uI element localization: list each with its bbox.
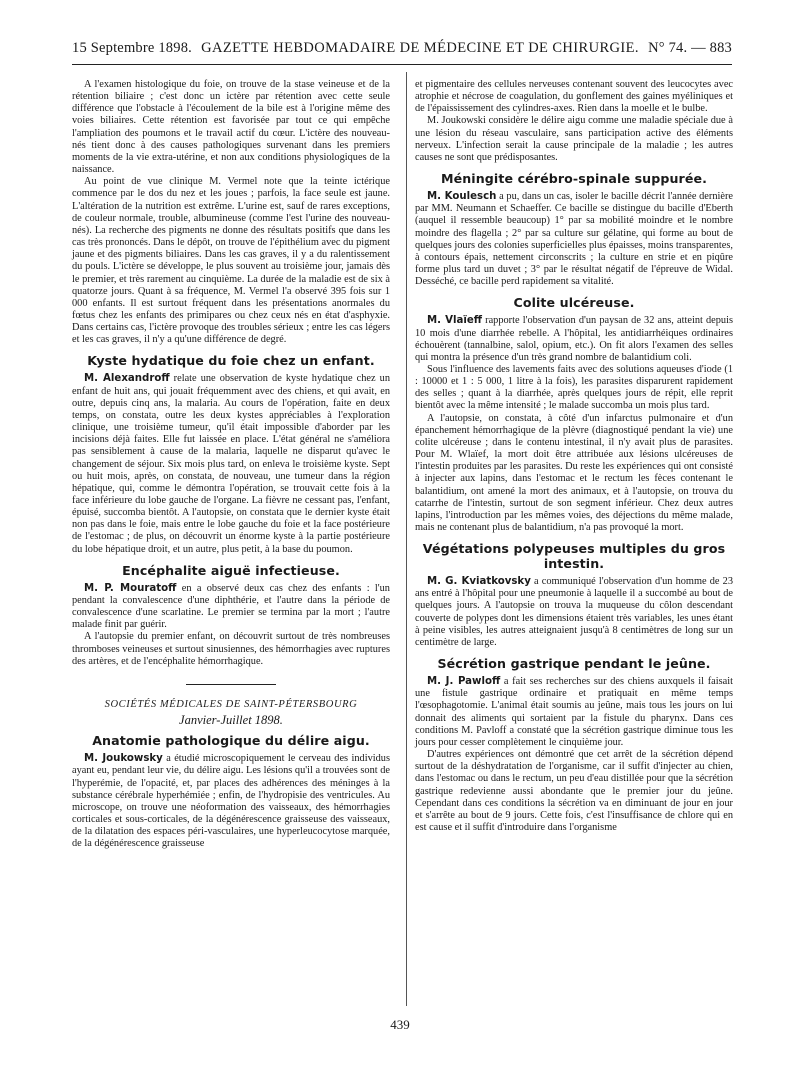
society-date: Janvier-Juillet 1898. <box>179 713 283 728</box>
journal-title: GAZETTE HEBDOMADAIRE DE MÉDECINE ET DE CHIRURGIE. <box>201 40 639 56</box>
issue-page-number: N° 74. — 883 <box>648 40 732 56</box>
header-date: 15 Septembre 1898. <box>72 40 192 56</box>
author-name: M. Koulesch <box>427 191 497 203</box>
paragraph <box>72 753 390 850</box>
paragraph <box>415 676 733 749</box>
paragraph <box>415 315 733 364</box>
society-title: SOCIÉTÉS MÉDICALES DE SAINT-PÉTERSBOURG <box>104 698 358 710</box>
paragraph-text: relate une observation de kyste hydatique chez un enfant de huit ans, qui jouait fréquemment avec des chiens, et qui avait, en outre, depuis cinq ans, la malaria. Au cours de l'opération, faite en deux temps, on constata, outre les deux kystes appréciables à l'exploration clinique, une troisième tumeur, qu'il était impossible d'aborder par les incisions déjà faites. Elle fut laissée en place. L'état général ne s'améliora pas sensiblement à cause de la malaria, laquelle ne disparut qu'avec le changement de séjour. Six mois plus tard, on enleva le troisième kyste. Sept ou huit mois, après, on constata, de nouveau, une tumeur dans la région hépatique, qui, comme le démontra l'opération, se trouvait cette fois à la face inférieure du lobe gauche de l'organe. La fièvre ne cessant pas, l'enfant, épuisé, succomba bientôt. A l'autopsie, on constata que le dernier kyste était non pas dans le foie, mais entre le lobe gauche du foie et la face postérieure de l'estomac ; de plus, on découvrit un énorme kyste à la partie postérieure du lobe hépatique droit, et un autre, plus petit, à la base du poumon. <box>72 373 390 555</box>
section-heading-colite: Colite ulcéreuse. <box>513 295 635 311</box>
paragraph-text: rapporte l'observation d'un paysan de 32 ans, atteint depuis 10 mois d'une diarrhée rebelle. A l'hôpital, les antidiarrhéiques ordinaires échouèrent (tannalbine, salol, opium, etc.). On fit alors l'examen des selles qui montra la présence d'un très grand nombre de balantidium coli. <box>415 315 733 363</box>
folio-number: 439 <box>390 1017 410 1032</box>
header-rule <box>72 64 732 65</box>
section-heading-secretion: Sécrétion gastrique pendant le jeûne. <box>437 656 711 672</box>
author-name: M. G. Kviatkovsky <box>427 576 531 588</box>
section-divider <box>186 684 276 685</box>
section-heading-kyste: Kyste hydatique du foie chez un enfant. <box>87 353 375 369</box>
paragraph-text: a fait ses recherches sur des chiens auxquels il faisait une fistule gastrique ordinaire et pratiquait en même temps l'œsophagotomie. L'animal était soumis au jeûne, mais tous les jours on lui donnait des aliments qui sortaient par la fistule du pharynx. Dans ces conditions M. Pavloff a constaté que la sécrétion gastrique diminue tous les jours pour cesser complètement le cinquième jour. <box>415 676 734 748</box>
section-heading-encephalite: Encéphalite aiguë infectieuse. <box>122 562 340 578</box>
paragraph: A l'autopsie, on constata, à côté d'un infarctus pulmonaire et d'un épanchement hémorrhagique de la plèvre (diagnostiqué pendant la vie) une colite ulcéreuse ; dans le contenu intestinal, il n'y avait plus de parasites. Pour M. Wlaïef, la mort doit être attribuée aux lésions ulcéreuses de l'intestin produites par les parasites. Du reste les expériences qui ont consisté à injecter aux lapins, dans l'estomac et le rectum les fèces contenant le balantidium, ont amené la mort des animaux, et à l'autopsie, on trouva du catarrhe de l'intestin, surtout de son segment inférieur. Chez deux autres lapins, l'introduction par les mêmes voies, des déjections du même malade, mais ne contenant plus de balantidium, n'a pas provoqué la mort. <box>415 412 733 533</box>
paragraph: Au point de vue clinique M. Vermel note que la teinte ictérique commence par le dos du nez et les joues ; parfois, la face seule est jaune. L'altération de la nutrition est extrême. L'urine est, sauf de rares exceptions, de couleur normale, trouble, albumineuse (comme l'est l'urine des nouveau-nés). La recherche des pigments ne donne des résultats positifs que dans les cas très prononcés. Dans le dépôt, on trouve de l'épithélium avec du pigment jaune et des pigments biliaires. Dans les cas graves, il y a du ralentissement du pouls. L'ictère se développe, le plus souvent au troisième jour, jamais dès le premier, et très rarement au cinquième. La durée de la maladie est de six à quatorze jours. Quant à sa fréquence, M. Vermel l'a observé 395 fois sur 1 000 enfants. Il est surtout fréquent dans les présentations anormales du fœtus chez les enfants des primipares ou chez ceux nés en état d'asphyxie. Dans certains cas, l'ictère provoque des troubles sérieux ; entre les cas légers et les cas graves, il n'y a qu'une différence de degré. <box>72 176 390 346</box>
paragraph <box>72 583 390 632</box>
paragraph-text: a pu, dans un cas, isoler le bacille décrit l'année dernière par MM. Neumann et Schaeffer. Ce bacille se distingue du bacille d'Eberth (auquel il ressemble beaucoup) 1° par sa mobilité moindre et le nombre moindre des flagella ; 2° par sa culture sur gélatine, qui forme au bout de quelques jours des colonies superficielles plus épaisses, moins transparentes, à contours épais, nettement circonscrits ; la culture en strie et en piqûre forme plus tard un duvet ; 3° par le résultat négatif de l'épreuve de Widal. Desséché, ce bacille perd rapidement sa vitalité. <box>415 191 734 288</box>
author-name: M. Joukowsky <box>84 753 163 765</box>
running-head <box>72 40 732 57</box>
column-divider <box>406 72 407 1006</box>
paragraph: A l'autopsie du premier enfant, on découvrit surtout de très nombreuses thromboses veineuses et surtout sinusiennes, des hémorrhagies avec ruptures des artères, et de l'encéphalite hémorrhagique. <box>72 631 390 667</box>
heading-line: intestin. <box>543 556 605 572</box>
right-column <box>415 79 733 834</box>
paragraph <box>415 191 733 288</box>
section-heading-meningite: Méningite cérébro-spinale suppurée. <box>440 171 708 187</box>
paragraph <box>72 373 390 555</box>
paragraph: D'autres expériences ont démontré que cet arrêt de la sécrétion dépend surtout de la déshydratation de l'organisme, car il suffit d'injecter au chien, dans l'estomac ou dans le rectum, un peu d'eau distillée pour que la sécrétion gastrique redevienne aussi abondante que le premier jour du jeûne. Cependant dans ces conditions la sécrétion va en diminuant de jour en jour et s'arrête au bout de 9 jours. Cette fois, c'est l'insuffisance de chlore qui en est cause et il suffit d'introduire dans l'organisme <box>415 749 733 833</box>
paragraph: et pigmentaire des cellules nerveuses contenant souvent des leucocytes avec atrophie et nécrose de coagulation, du gonflement des gaines myéliniques et de l'épaississement des cylindres-axes. Rien dans la moelle et le bulbe. <box>415 79 733 115</box>
author-name: M. Alexandroff <box>84 373 170 385</box>
section-heading-vegetations <box>415 541 733 571</box>
author-name: M. Vlaïeff <box>427 315 482 327</box>
author-name: M. P. Mouratoff <box>84 582 177 594</box>
author-name: M. J. Pawloff <box>427 676 501 688</box>
paragraph-text: a communiqué l'observation d'un homme de 23 ans entré à l'hôpital pour une pneumonie à laquelle il a succombé au bout de quelques jours. A l'autopsie on trouva la muqueuse du côlon descendant couverte de polypes dont les dimensions étaient très variables, les unes étant à peine visibles, les autres atteignaient jusqu'à 8 centimètres de long sur un centimètre de large. <box>415 576 733 648</box>
paragraph <box>415 576 733 649</box>
paragraph: M. Joukowski considère le délire aigu comme une maladie spéciale due à une lésion du réseau vasculaire, sans participation active des éléments nerveux. L'infection serait la cause principale de la maladie ; les autres causes ne sont que prédisposantes. <box>415 115 733 163</box>
section-heading-anatomie: Anatomie pathologique du délire aigu. <box>92 733 370 749</box>
heading-line: Végétations polypeuses multiples du gros <box>422 541 726 557</box>
paragraph-text: a étudié microscopiquement le cerveau des individus ayant eu, pendant leur vie, du délire aigu. Les lésions qu'il a trouvées sont de l'hyperémie, de l'opacité, et, par places des adhérences des méninges à la substance cérébrale hyperhémiée ; enfin, de l'hydropisie des ventricules. Au microscope, on trouve une néoformation des vaisseaux, des hémorrhagies corticales et sous-corticales, de la dégénérescence graisseuse des vaisseaux, de la dilatation des espaces péri-vasculaires, une hyperleucocytose marquée, de la dégénérescence graisseuse <box>72 753 390 850</box>
paragraph: Sous l'influence des lavements faits avec des solutions aqueuses d'iode (1 : 10000 et 1 : 5 000, 1 litre à la fois), les parasites disparurent rapidement des selles ; quant à la diarrhée, après quelques jours de répit, elle reprit bientôt avec la même intensité ; le malade succomba un mois plus tard. <box>415 363 733 412</box>
left-column <box>72 79 390 850</box>
paragraph-text: en a observé deux cas chez des enfants : l'un pendant la convalescence d'une diphthérie, et l'autre dans la période de convalescence d'une scarlatine. Le premier se termina par la mort ; l'autre malade finit par guérir. <box>72 582 390 631</box>
paragraph: A l'examen histologique du foie, on trouve de la stase veineuse et de la rétention biliaire ; c'est donc un ictère par rétention avec cette seule différence que l'obstacle à l'écoulement de la bile est à l'origine même des voies biliaires. Cette rétention est favorisée par tout ce qui empêche l'ampliation des poumons et le travail actif du cœur. L'ictère des nouveau-nés tient donc à des causes pathologiques survenant dans les premiers moments de la vie extra-utérine, et non aux conditions physiologiques de la naissance. <box>72 79 390 176</box>
